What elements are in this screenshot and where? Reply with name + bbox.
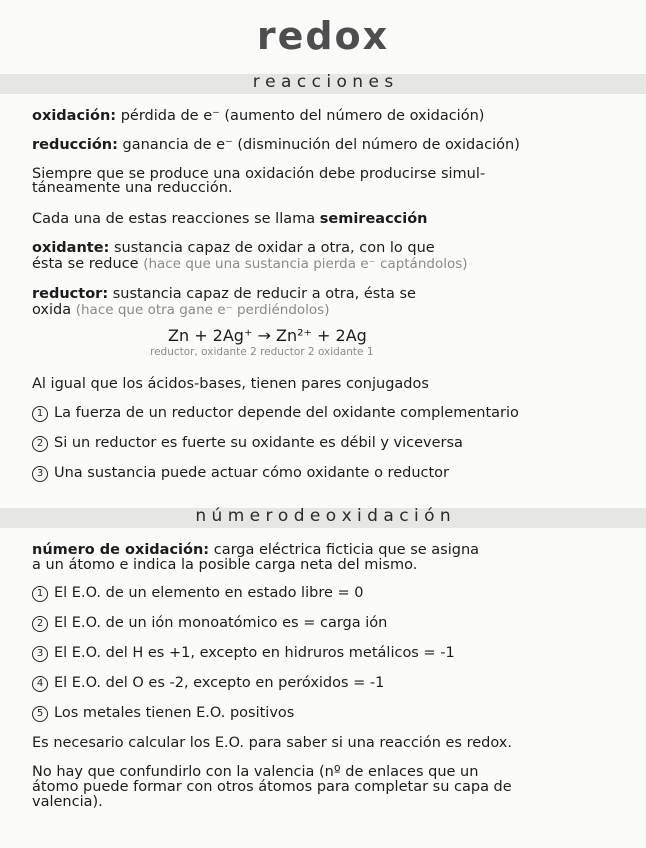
point-1-text: La fuerza de un reductor depende del oxidante complementario bbox=[54, 405, 519, 421]
siempre-line2: táneamente una reducción. bbox=[32, 180, 233, 196]
point-2-text: Si un reductor es fuerte su oxidante es débil y viceversa bbox=[54, 435, 463, 451]
point-3 bbox=[32, 465, 632, 482]
rule-3 bbox=[32, 645, 632, 662]
valencia-line2: átomo puede formar con otros átomos para completar su capa de bbox=[32, 779, 512, 795]
reduccion-term: reducción: bbox=[32, 137, 118, 153]
point-1 bbox=[32, 405, 632, 422]
number-circle-5: 5 bbox=[32, 706, 48, 722]
semireaccion-sentence bbox=[32, 211, 632, 227]
oxidante-text-2: ésta se reduce bbox=[32, 256, 139, 272]
reductor-text: sustancia capaz de reducir a otra, ésta se bbox=[112, 286, 416, 302]
rule-1-text: El E.O. de un elemento en estado libre = 0 bbox=[54, 585, 364, 601]
acidos-bases-sentence: Al igual que los ácidos-bases, tienen pares conjugados bbox=[32, 376, 429, 392]
rule-5-text: Los metales tienen E.O. positivos bbox=[54, 705, 295, 721]
reductor-note: (hace que otra gane e⁻ perdiéndolos) bbox=[75, 302, 330, 318]
oxidante-note: (hace que una sustancia pierda e⁻ captándolos) bbox=[143, 256, 468, 272]
semireaccion-text: Cada una de estas reacciones se llama bbox=[32, 211, 316, 227]
reduccion-text: ganancia de e⁻ (disminución del número de oxidación) bbox=[122, 137, 520, 153]
reductor-line1 bbox=[32, 286, 632, 302]
necesario-sentence: Es necesario calcular los E.O. para saber si una reacción es redox. bbox=[32, 735, 512, 751]
point-3-text: Una sustancia puede actuar cómo oxidante o reductor bbox=[54, 465, 449, 481]
rule-4 bbox=[32, 675, 632, 692]
reductor-line2 bbox=[32, 302, 632, 318]
redox-equation: Zn + 2Ag⁺ → Zn²⁺ + 2Ag bbox=[168, 326, 367, 345]
siempre-line1: Siempre que se produce una oxidación debe producirse simul- bbox=[32, 166, 486, 182]
number-circle-3: 3 bbox=[32, 646, 48, 662]
section-heading-reacciones: r e a c c i o n e s bbox=[252, 72, 394, 92]
number-circle-2: 2 bbox=[32, 436, 48, 452]
valencia-line3: valencia). bbox=[32, 794, 103, 810]
number-circle-3: 3 bbox=[32, 466, 48, 482]
number-circle-1: 1 bbox=[32, 406, 48, 422]
numero-line2: a un átomo e indica la posible carga neta del mismo. bbox=[32, 557, 418, 573]
rule-1 bbox=[32, 585, 632, 602]
reductor-term: reductor: bbox=[32, 286, 109, 302]
valencia-line1: No hay que confundirlo con la valencia (nº de enlaces que un bbox=[32, 764, 479, 780]
section-heading-numero: n ú m e r o d e o x i d a c i ó n bbox=[195, 506, 451, 526]
rule-5 bbox=[32, 705, 632, 722]
oxidante-line1 bbox=[32, 240, 632, 256]
oxidante-term: oxidante: bbox=[32, 240, 110, 256]
rule-3-text: El E.O. del H es +1, excepto en hidruros metálicos = -1 bbox=[54, 645, 455, 661]
numero-term: número de oxidación: bbox=[32, 542, 210, 558]
reductor-text-2: oxida bbox=[32, 302, 72, 318]
numero-line1 bbox=[32, 542, 632, 558]
oxidacion-term: oxidación: bbox=[32, 108, 117, 124]
semireaccion-term: semireacción bbox=[319, 211, 428, 227]
rule-2 bbox=[32, 615, 632, 632]
number-circle-2: 2 bbox=[32, 616, 48, 632]
number-circle-4: 4 bbox=[32, 676, 48, 692]
rule-4-text: El E.O. del O es -2, excepto en peróxidos = -1 bbox=[54, 675, 385, 691]
numero-text: carga eléctrica ficticia que se asigna bbox=[213, 542, 480, 558]
number-circle-1: 1 bbox=[32, 586, 48, 602]
point-2 bbox=[32, 435, 632, 452]
oxidante-line2 bbox=[32, 256, 632, 272]
oxidacion-definition bbox=[32, 108, 632, 124]
rule-2-text: El E.O. de un ión monoatómico es = carga ión bbox=[54, 615, 388, 631]
reduccion-definition bbox=[32, 137, 632, 153]
page-title: redox bbox=[256, 14, 390, 58]
oxidante-text: sustancia capaz de oxidar a otra, con lo que bbox=[113, 240, 435, 256]
oxidacion-text: pérdida de e⁻ (aumento del número de oxidación) bbox=[120, 108, 485, 124]
equation-labels: reductor, oxidante 2 reductor 2 oxidante 1 bbox=[150, 346, 374, 358]
